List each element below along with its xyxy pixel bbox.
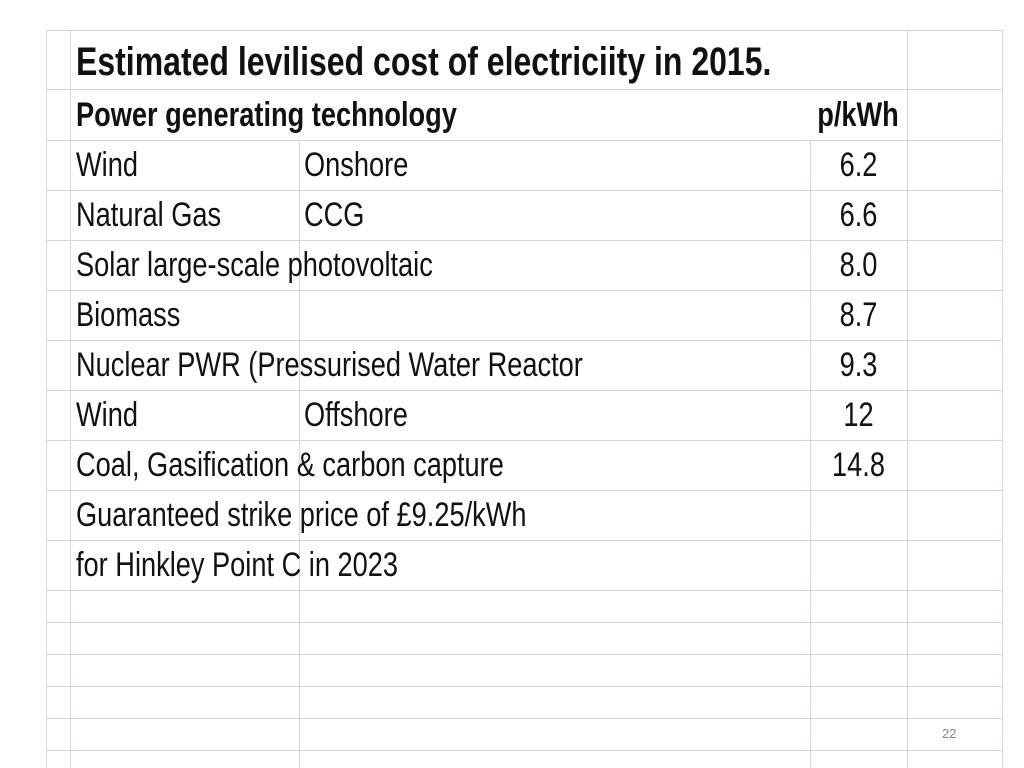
row-value: 9.3 (839, 346, 878, 384)
grid-line (46, 240, 1003, 241)
row-technology: Natural Gas (76, 196, 222, 234)
grid-line (46, 290, 1003, 291)
table-title: Estimated levilised cost of electriciity in 2015. (76, 40, 772, 84)
row-technology: Coal, Gasification & carbon capture (76, 446, 504, 484)
column-header-unit: p/kWh (817, 96, 899, 134)
note-line: Guaranteed strike price of £9.25/kWh (76, 496, 527, 534)
grid-line (46, 622, 1003, 623)
grid-line (46, 540, 1003, 541)
row-technology: Wind (76, 146, 138, 184)
grid-line (46, 190, 1003, 191)
note-line: for Hinkley Point C in 2023 (76, 546, 399, 584)
column-header-technology: Power generating technology (76, 96, 457, 134)
grid-line (46, 718, 1003, 719)
row-value: 8.7 (839, 296, 878, 334)
grid-line (46, 89, 1003, 90)
grid-line (46, 390, 1003, 391)
grid-line (46, 140, 1003, 141)
row-value: 12 (843, 396, 874, 434)
row-technology: Wind (76, 396, 138, 434)
grid-line (46, 654, 1003, 655)
row-technology: Nuclear PWR (Pressurised Water Reactor (76, 346, 583, 384)
row-value: 6.2 (839, 146, 878, 184)
grid-line (46, 590, 1003, 591)
row-subtype: Offshore (304, 396, 408, 434)
grid-line (46, 30, 1003, 31)
row-value: 14.8 (832, 446, 885, 484)
row-subtype: Onshore (304, 146, 409, 184)
grid-line (810, 140, 811, 768)
page-number: 22 (942, 726, 957, 741)
row-technology: Biomass (76, 296, 181, 334)
row-value: 8.0 (839, 246, 878, 284)
grid-line (46, 750, 1003, 751)
grid-line (46, 490, 1003, 491)
grid-line (46, 686, 1003, 687)
row-technology: Solar large-scale photovoltaic (76, 246, 433, 284)
row-subtype: CCG (304, 196, 365, 234)
row-value: 6.6 (839, 196, 878, 234)
grid-line (46, 340, 1003, 341)
grid-line (46, 440, 1003, 441)
